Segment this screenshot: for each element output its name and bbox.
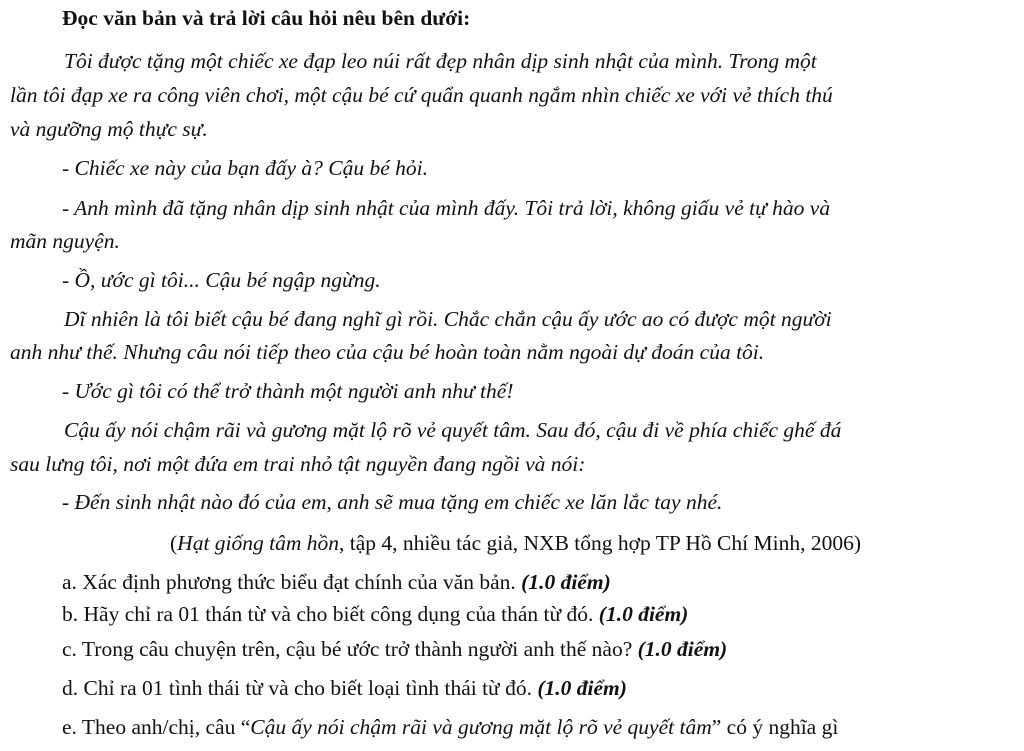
question-points: (1.0 điểm) — [521, 570, 611, 594]
dialogue-line: mãn nguyện. — [10, 229, 120, 253]
question-e-quote: Cậu ấy nói chậm rãi và gương mặt lộ rõ vẻ quyết tâm — [250, 715, 712, 739]
passage-line: anh như thế. Nhưng câu nói tiếp theo của cậu bé hoàn toàn nằm ngoài dự đoán của tôi. — [10, 340, 765, 364]
source-citation — [170, 527, 861, 559]
question-text: c. Trong câu chuyện trên, cậu bé ước trở thành người anh thế nào? — [62, 637, 638, 661]
question-points: (1.0 điểm) — [637, 637, 728, 661]
question-e-after: ” có ý nghĩa gì — [711, 715, 839, 739]
question-b — [62, 598, 688, 630]
passage-line: Tôi được tặng một chiếc xe đạp leo núi rất đẹp nhân dịp sinh nhật của mình. Trong một — [64, 49, 817, 73]
heading: Đọc văn bản và trả lời câu hỏi nêu bên dưới: — [62, 6, 471, 30]
dialogue-line: - Ước gì tôi có thể trở thành một người anh như thế! — [62, 379, 514, 403]
dialogue-line: - Anh mình đã tặng nhân dịp sinh nhật của mình đấy. Tôi trả lời, không giấu vẻ tự hào và — [62, 196, 831, 220]
dialogue-line: - Ồ, ước gì tôi... Cậu bé ngập ngừng. — [62, 268, 381, 292]
question-points: (1.0 điểm) — [537, 676, 627, 700]
question-d — [62, 672, 627, 704]
passage-line: Dĩ nhiên là tôi biết cậu bé đang nghĩ gì rồi. Chắc chắn cậu ấy ước ao có được một người — [64, 307, 832, 331]
question-e — [62, 711, 838, 743]
source-open: ( — [170, 531, 178, 555]
question-text: a. Xác định phương thức biểu đạt chính của văn bản. — [62, 570, 522, 594]
dialogue-line: - Chiếc xe này của bạn đấy à? Cậu bé hỏi. — [62, 156, 429, 180]
question-a — [62, 566, 611, 598]
question-text: d. Chỉ ra 01 tình thái từ và cho biết loại tình thái từ đó. — [62, 676, 538, 700]
passage-line: và ngưỡng mộ thực sự. — [10, 117, 208, 141]
passage-line: sau lưng tôi, nơi một đứa em trai nhỏ tật nguyền đang ngồi và nói: — [10, 452, 586, 476]
dialogue-line: - Đến sinh nhật nào đó của em, anh sẽ mua tặng em chiếc xe lăn lắc tay nhé. — [62, 490, 723, 514]
passage-line: Cậu ấy nói chậm rãi và gương mặt lộ rõ vẻ quyết tâm. Sau đó, cậu đi về phía chiếc ghế đá — [64, 418, 842, 442]
question-e-before: e. Theo anh/chị, câu “ — [62, 715, 251, 739]
source-rest: , tập 4, nhiều tác giả, NXB tổng hợp TP Hồ Chí Minh, 2006) — [339, 531, 861, 555]
question-points: (1.0 điểm) — [598, 602, 689, 626]
source-title: Hạt giống tâm hồn — [177, 531, 340, 555]
passage-line: lần tôi đạp xe ra công viên chơi, một cậu bé cứ quẩn quanh ngắm nhìn chiếc xe với vẻ thích thú — [10, 83, 833, 107]
question-c — [62, 633, 727, 665]
question-text: b. Hãy chỉ ra 01 thán từ và cho biết công dụng của thán từ đó. — [62, 602, 599, 626]
